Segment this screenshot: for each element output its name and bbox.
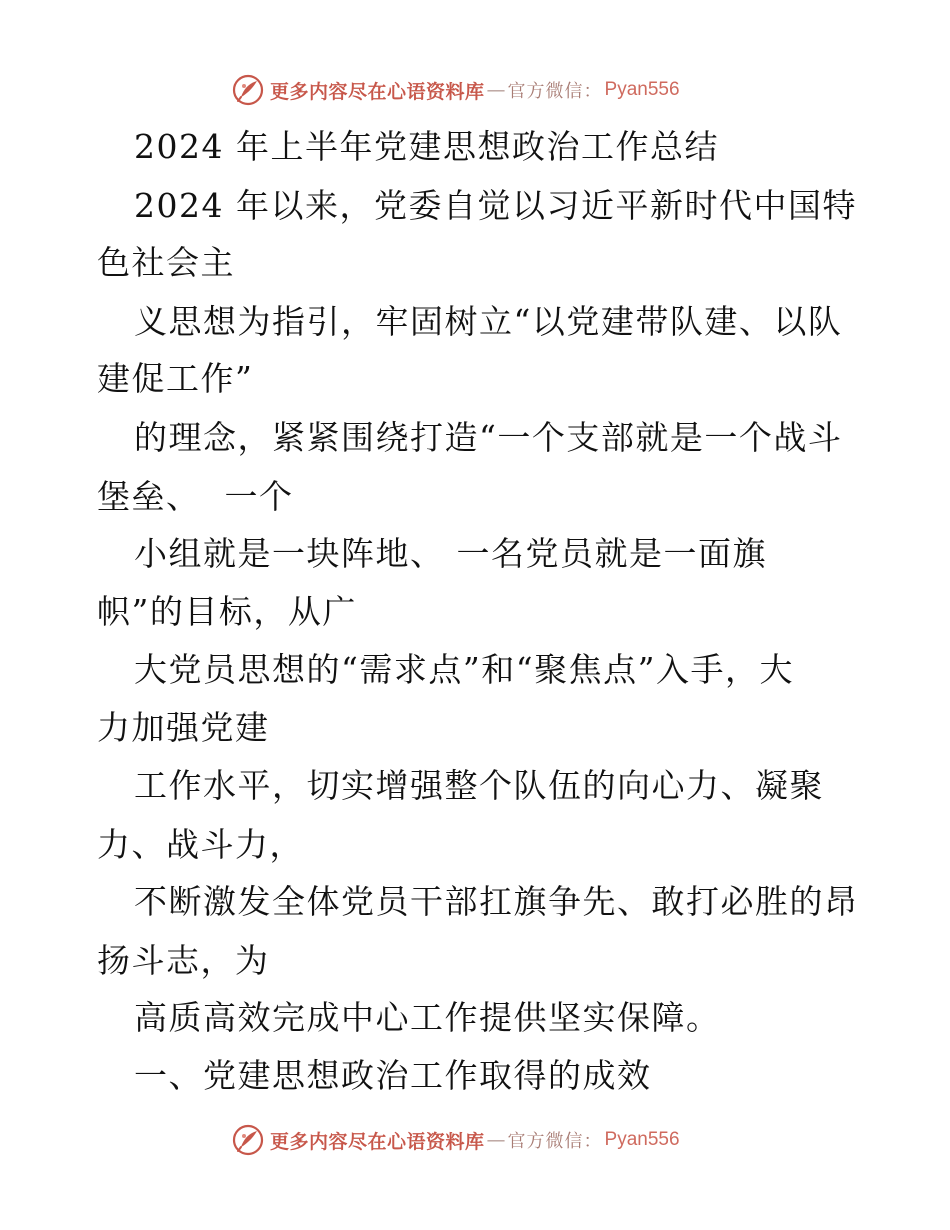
quill-logo-icon (232, 1124, 264, 1156)
text-line: 高质高效完成中心工作提供坚实保障。 (134, 998, 721, 1037)
text-line: 2024 年以来，党委自觉以习近平新时代中国特 (134, 186, 857, 225)
section-heading: 一、党建思想政治工作取得的成效 (134, 1056, 652, 1095)
text-line: 义思想为指引，牢固树立“以党建带队建、以队 (134, 302, 843, 341)
text-line: 扬斗志，为 (97, 941, 270, 980)
text-line: 建促工作” (97, 359, 254, 398)
text-line: 力、战斗力， (97, 825, 304, 864)
banner-dash: — (486, 79, 506, 101)
banner-wechat-label: 官方微信： (507, 1131, 603, 1152)
text-line: 堡垒、 一个 (97, 477, 294, 516)
banner-dash: — (486, 1129, 506, 1151)
banner-text: 更多内容尽在心语资料库 (270, 80, 485, 103)
text-line: 工作水平，切实增强整个队伍的向心力、凝聚 (134, 766, 824, 805)
banner-wechat-id: Pyan556 (604, 1129, 680, 1150)
banner-text: 更多内容尽在心语资料库 (270, 1130, 485, 1153)
text-line: 力加强党建 (97, 708, 270, 747)
header-banner[interactable] (232, 72, 680, 108)
quill-logo-icon (232, 74, 264, 106)
text-line: 大党员思想的“需求点”和“聚焦点”入手，大 (134, 650, 794, 689)
banner-wechat-label: 官方微信： (507, 81, 603, 102)
text-line: 帜”的目标，从广 (97, 592, 357, 631)
text-line: 小组就是一块阵地、 一名党员就是一面旗 (134, 534, 767, 573)
text-line: 的理念，紧紧围绕打造“一个支部就是一个战斗 (134, 418, 843, 457)
banner-wechat-id: Pyan556 (604, 79, 680, 100)
document-title: 2024 年上半年党建思想政治工作总结 (134, 127, 719, 166)
text-line: 不断激发全体党员干部扛旗争先、敢打必胜的昂 (134, 882, 859, 921)
text-line: 色社会主 (97, 243, 235, 282)
footer-banner[interactable] (232, 1122, 680, 1158)
